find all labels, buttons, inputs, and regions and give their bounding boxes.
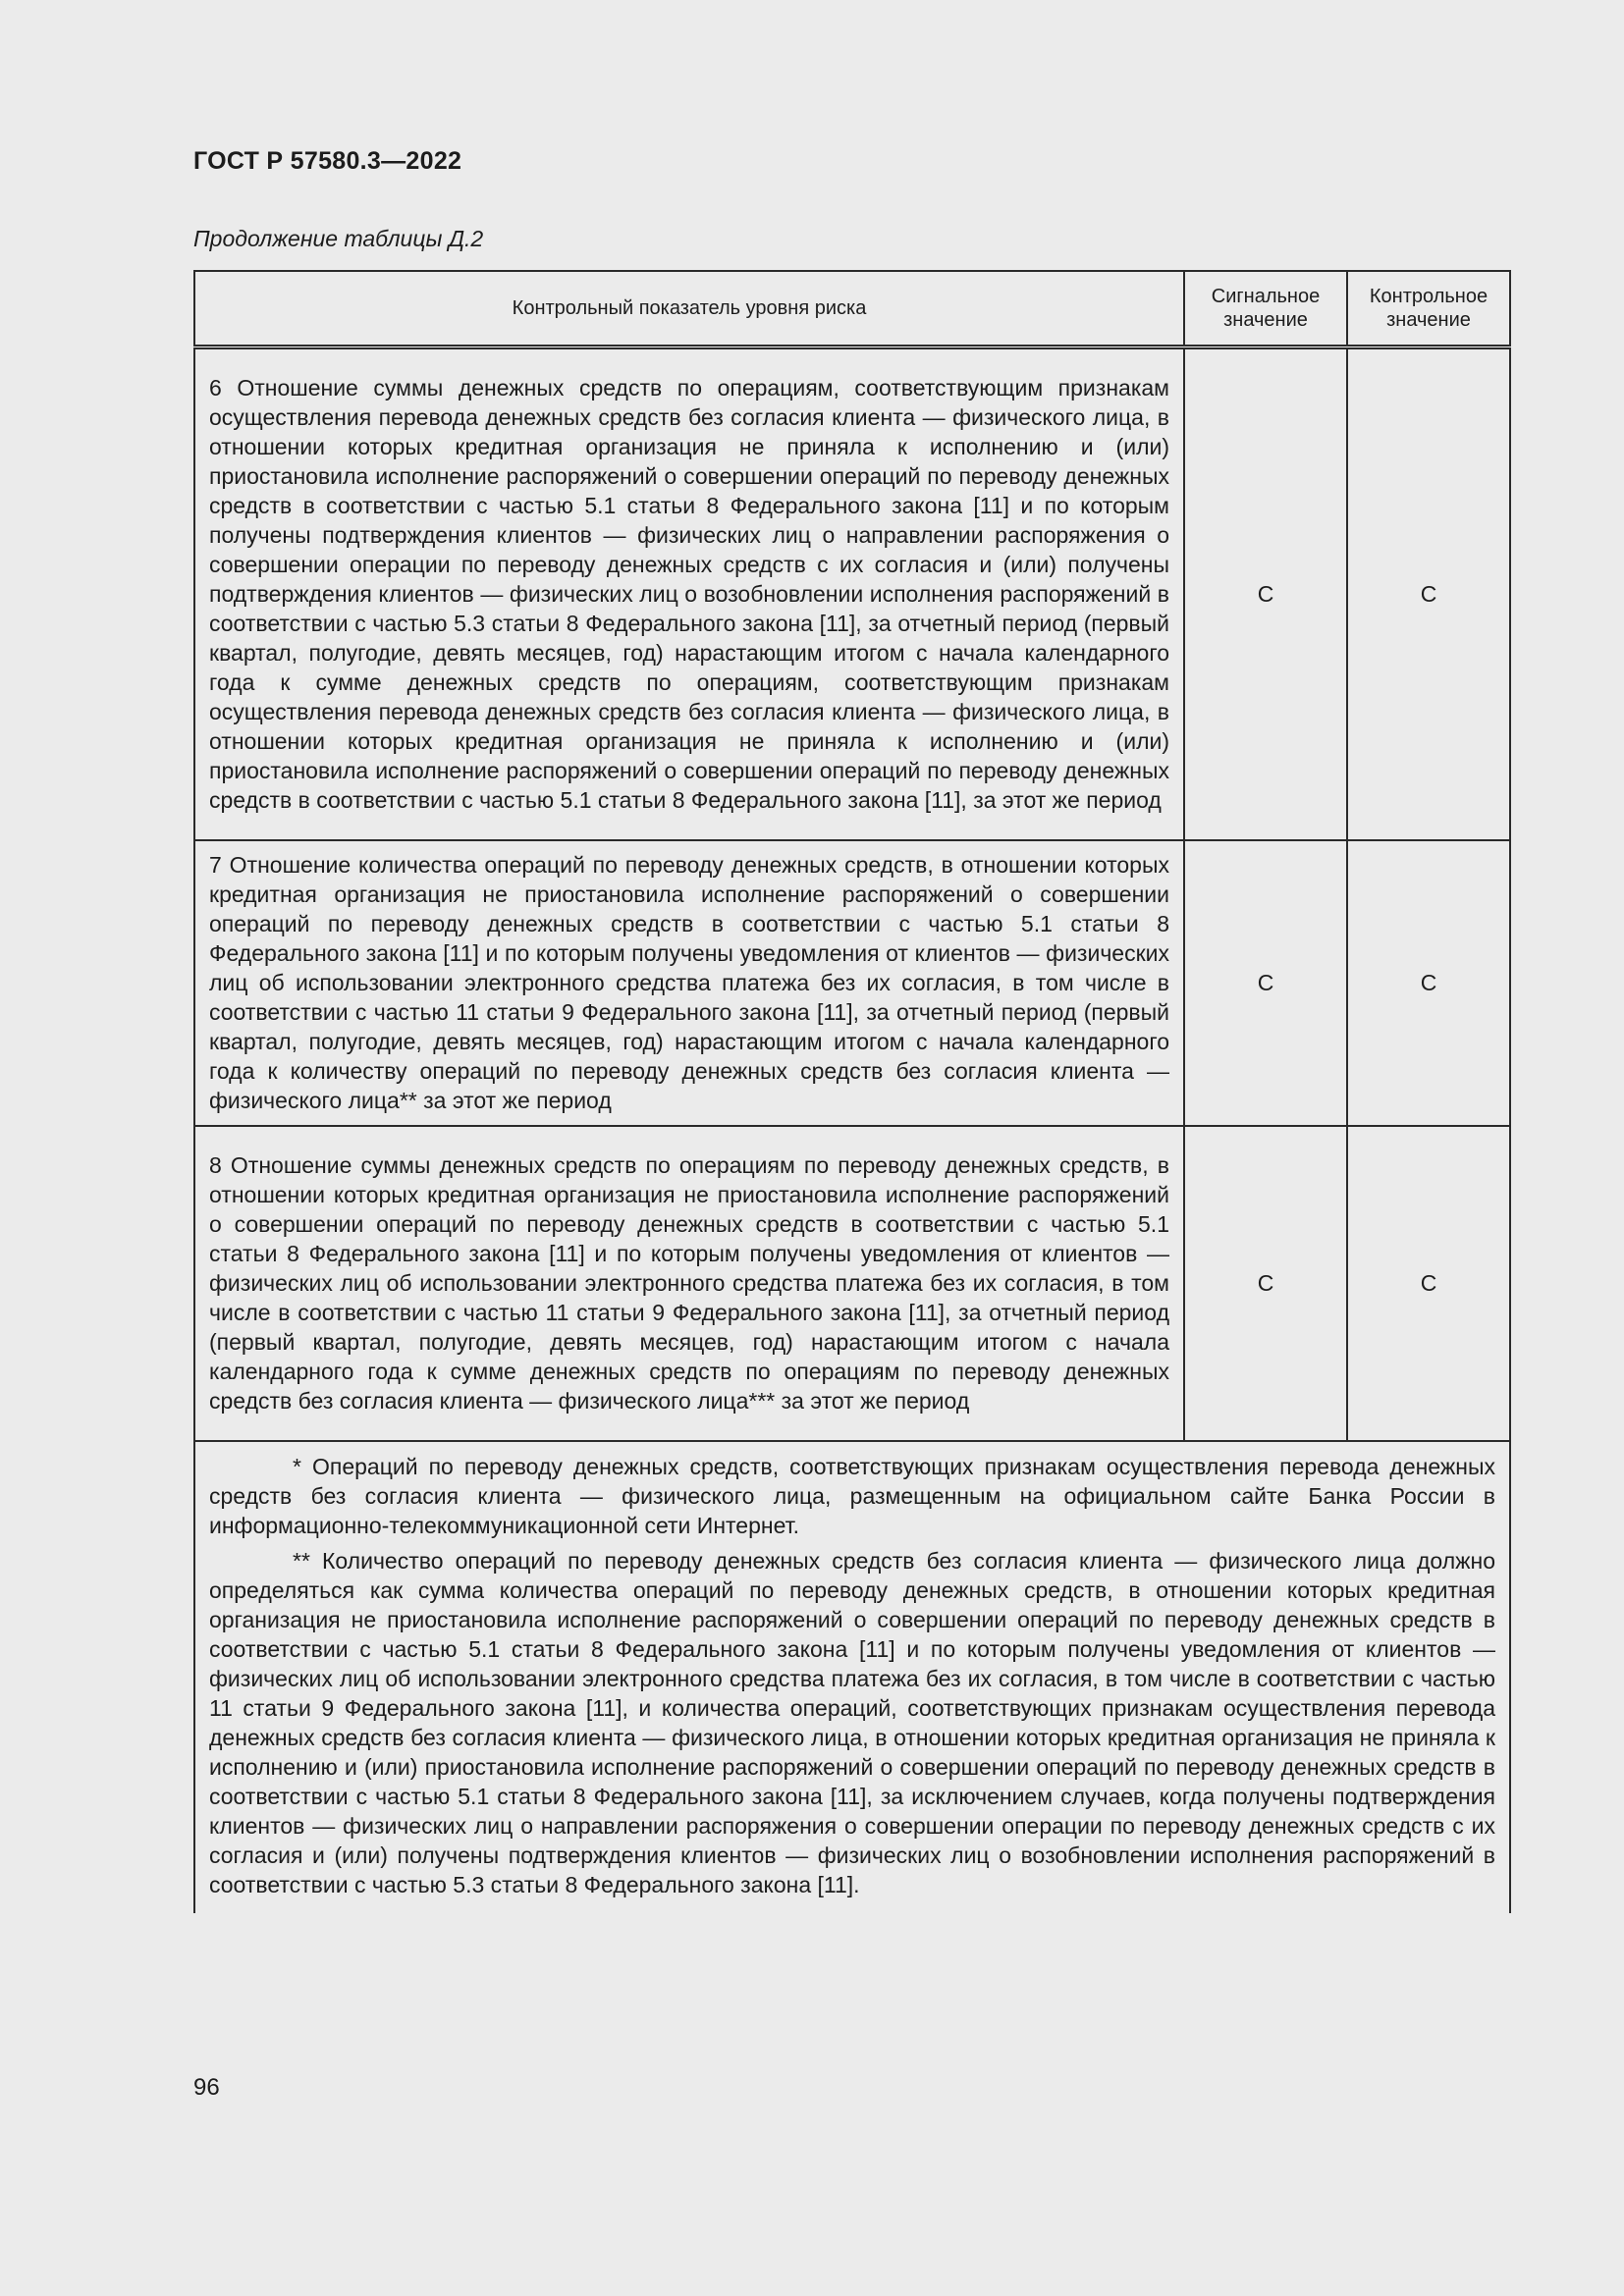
column-header-control-value: Контрольное значение bbox=[1347, 271, 1510, 347]
table-row bbox=[194, 840, 1510, 1126]
control-value: C bbox=[1347, 840, 1510, 1126]
signal-value: C bbox=[1184, 347, 1347, 841]
indicator-description: 6 Отношение суммы денежных средств по операциям, соответствующим признакам осуществления перевода денежных средств без согласия клиента — физического лица, в отношении которых кредитная организация не приняла к исполнению и (или) приостановила исполнение распоряжений о совершении операций по переводу денежных средств в соответствии с частью 5.1 статьи 8 Федерального закона [11] и по которым получены подтверждения клиентов — физических лиц о направлении распоряжения о совершении операции по переводу денежных средств с их согласия и (или) получены подтверждения клиентов — физических лиц о возобновлении исполнения распоряжений в соответствии с частью 5.3 статьи 8 Федерального закона [11], за отчетный период (первый квартал, полугодие, девять месяцев, год) нарастающим итогом с начала календарного года к сумме денежных средств по операциям, соответствующим признакам осуществления перевода денежных средств без согласия клиента — физического лица, в отношении которых кредитная организация не приняла к исполнению и (или) приостановила исполнение распоряжений о совершении операций по переводу денежных средств в соответствии с частью 5.1 статьи 8 Федерального закона [11], за этот же период bbox=[194, 347, 1184, 841]
footnotes-row bbox=[194, 1441, 1510, 1913]
signal-value: C bbox=[1184, 1126, 1347, 1441]
page-number: 96 bbox=[193, 2074, 220, 2101]
table-row bbox=[194, 347, 1510, 841]
footnote: * Операций по переводу денежных средств, соответствующих признакам осуществления перевода денежных средств без согласия клиента — физического лица, размещенным на официальном сайте Банка России в информационно-телекоммуникационной сети Интернет. bbox=[209, 1454, 1495, 1538]
footnotes-cell bbox=[194, 1441, 1510, 1913]
signal-value: C bbox=[1184, 840, 1347, 1126]
control-value: C bbox=[1347, 347, 1510, 841]
table-caption: Продолжение таблицы Д.2 bbox=[193, 226, 484, 251]
table-row bbox=[194, 1126, 1510, 1441]
column-header-signal-value: Сигнальное значение bbox=[1184, 271, 1347, 347]
indicators-table bbox=[193, 270, 1511, 1913]
indicator-description: 7 Отношение количества операций по переводу денежных средств, в отношении которых кредитная организация не приостановила исполнение распоряжений о совершении операций по переводу денежных средств в соответствии с частью 5.1 статьи 8 Федерального закона [11] и по которым получены уведомления от клиентов — физических лиц об использовании электронного средства платежа без их согласия, в том числе в соответствии с частью 11 статьи 9 Федерального закона [11], за отчетный период (первый квартал, полугодие, девять месяцев, год) нарастающим итогом с начала календарного года к количеству операций по переводу денежных средств без согласия клиента — физического лица** за этот же период bbox=[194, 840, 1184, 1126]
document-header: ГОСТ Р 57580.3—2022 bbox=[193, 147, 462, 175]
control-value: C bbox=[1347, 1126, 1510, 1441]
column-header-indicator: Контрольный показатель уровня риска bbox=[194, 271, 1184, 347]
indicator-description: 8 Отношение суммы денежных средств по операциям по переводу денежных средств, в отношении которых кредитная организация не приостановила исполнение распоряжений о совершении операций по переводу денежных средств в соответствии с частью 5.1 статьи 8 Федерального закона [11] и по которым получены уведомления от клиентов — физических лиц об использовании электронного средства платежа без их согласия, в том числе в соответствии с частью 11 статьи 9 Федерального закона [11], за отчетный период (первый квартал, полугодие, девять месяцев, год) нарастающим итогом с начала календарного года к сумме денежных средств по операциям по переводу денежных средств без согласия клиента — физического лица*** за этот же период bbox=[194, 1126, 1184, 1441]
indicators-table-container bbox=[193, 270, 1509, 1913]
footnote: ** Количество операций по переводу денежных средств без согласия клиента — физического лица должно определяться как сумма количества операций по переводу денежных средств, в отношении которых кредитная организация не приостановила исполнение распоряжений о совершении операций по переводу денежных средств в соответствии с частью 5.1 статьи 8 Федерального закона [11] и по которым получены уведомления от клиентов — физических лиц об использовании электронного средства платежа без их согласия, в том числе в соответствии с частью 11 статьи 9 Федерального закона [11], и количества операций, соответствующих признакам осуществления перевода денежных средств без согласия клиента — физического лица, в отношении которых кредитная организация не приняла к исполнению и (или) приостановила исполнение распоряжений о совершении операций по переводу денежных средств в соответствии с частью 5.1 статьи 8 Федерального закона [11], за исключением случаев, когда получены подтверждения клиентов — физических лиц о направлении распоряжения о совершении операции по переводу денежных средств с их согласия и (или) получены подтверждения клиентов — физических лиц о возобновлении исполнения распоряжений в соответствии с частью 5.3 статьи 8 Федерального закона [11]. bbox=[209, 1548, 1495, 1897]
table-header-row bbox=[194, 271, 1510, 347]
